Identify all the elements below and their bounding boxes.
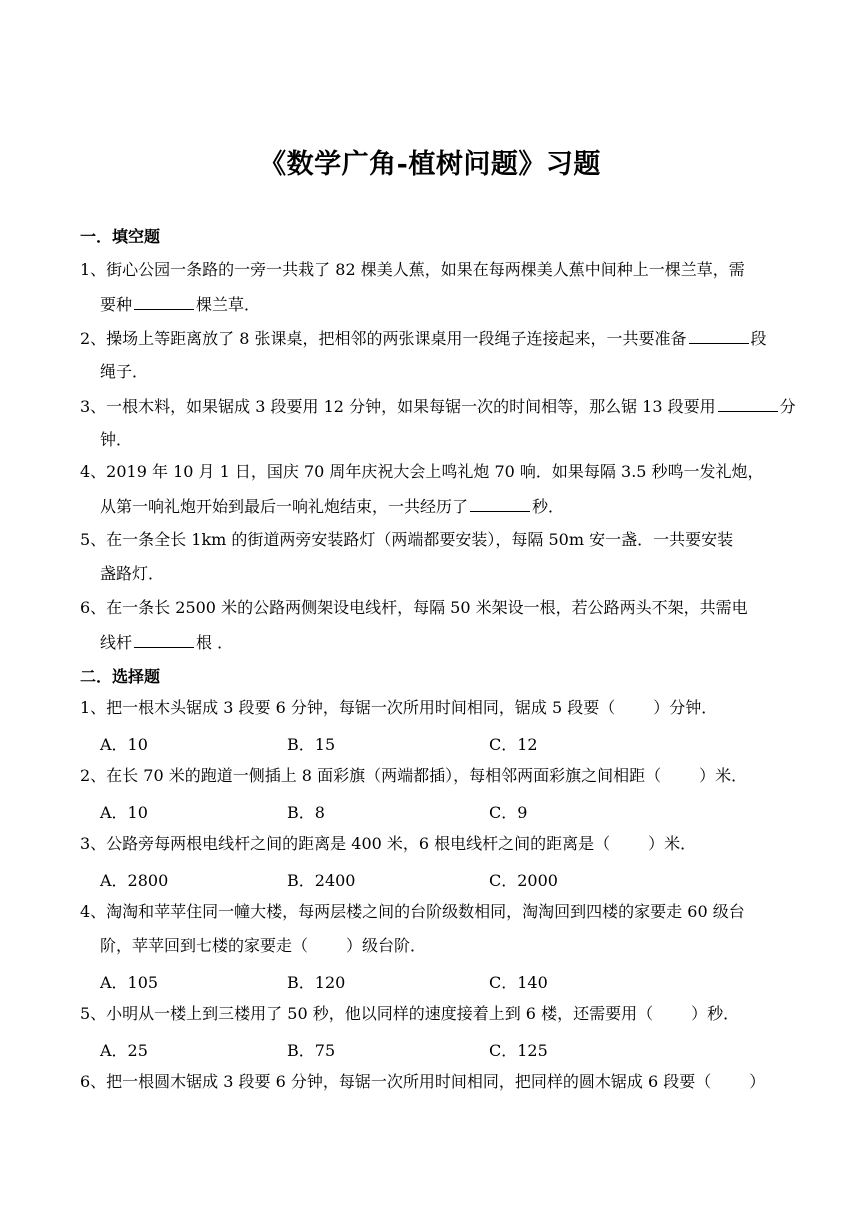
mc-q5-options [100, 1038, 700, 1058]
option-b: B．75 [287, 1041, 336, 1060]
q3-line2: 钟． [100, 430, 133, 449]
option-c: C．9 [489, 803, 528, 822]
mc-q3-line1: 3、公路旁每两根电线杆之间的距离是 400 米，6 根电线杆之间的距离是（ ）米． [80, 834, 697, 853]
mc-q1-options [100, 732, 700, 752]
option-c: C．125 [489, 1041, 548, 1060]
q6-line1: 6、在一条长 2500 米的公路两侧架设电线杆，每隔 50 米架设一根，若公路两头不架，共需电 [80, 598, 748, 617]
mc-q2-options [100, 800, 700, 820]
answer-blank [134, 632, 194, 648]
option-a: A．105 [100, 973, 159, 992]
option-b: B．2400 [287, 871, 356, 890]
q5-line2: 盏路灯． [100, 564, 165, 583]
page-title: 《数学广角-植树问题》习题 [259, 149, 601, 180]
mc-q4-line2: 阶，苹苹回到七楼的家要走（ ）级台阶． [100, 936, 427, 955]
q5-line1: 5、在一条全长 1km 的街道两旁安装路灯（两端都要安装），每隔 50m 安一盏．一共要安装 [80, 530, 734, 549]
mc-q4-options [100, 970, 700, 990]
section-heading-multiple-choice: 二．选择题 [80, 667, 161, 686]
answer-blank [134, 294, 194, 310]
section-heading-fill-blank: 一．填空题 [80, 227, 161, 246]
option-b: B．8 [287, 803, 325, 822]
mc-q5-line1: 5、小明从一楼上到三楼用了 50 秒，他以同样的速度接着上到 6 楼，还需要用（ ）秒． [80, 1004, 740, 1023]
mc-q3-options [100, 868, 700, 888]
option-a: A．25 [100, 1041, 148, 1060]
option-c: C．140 [489, 973, 548, 992]
q4-line2: 从第一响礼炮开始到最后一响礼炮结束，一共经历了 秒． [100, 497, 565, 516]
option-c: C．12 [489, 735, 538, 754]
option-a: A．2800 [100, 871, 169, 890]
answer-blank [470, 496, 530, 512]
q1-line2: 要种 棵兰草． [100, 295, 261, 314]
q3-line1: 3、一根木料，如果锯成 3 段要用 12 分钟，如果每锯一次的时间相等，那么锯 13 段要用 分 [80, 397, 796, 416]
mc-q1-line1: 1、把一根木头锯成 3 段要 6 分钟，每锯一次所用时间相同，锯成 5 段要（ ）分钟． [80, 698, 718, 717]
q2-line1: 2、操场上等距离放了 8 张课桌，把相邻的两张课桌用一段绳子连接起来，一共要准备 段 [80, 329, 767, 348]
q6-line2: 线杆 根 ． [100, 633, 234, 652]
option-b: B．120 [287, 973, 346, 992]
q1-line1: 1、街心公园一条路的一旁一共栽了 82 棵美人蕉，如果在每两棵美人蕉中间种上一棵兰草，需 [80, 260, 745, 279]
q2-line2: 绳子． [100, 362, 149, 381]
option-a: A．10 [100, 803, 148, 822]
answer-blank [689, 328, 749, 344]
answer-blank [718, 396, 778, 412]
option-b: B．15 [287, 735, 336, 754]
option-c: C．2000 [489, 871, 558, 890]
mc-q4-line1: 4、淘淘和苹苹住同一幢大楼，每两层楼之间的台阶级数相同，淘淘回到四楼的家要走 60 级台 [80, 902, 745, 921]
mc-q2-line1: 2、在长 70 米的跑道一侧插上 8 面彩旗（两端都插），每相邻两面彩旗之间相距（ ）米． [80, 766, 748, 785]
option-a: A．10 [100, 735, 148, 754]
mc-q6-line1: 6、把一根圆木锯成 3 段要 6 分钟，每锯一次所用时间相同，把同样的圆木锯成 6 段要（ ） [80, 1072, 766, 1091]
q4-line1: 4、2019 年 10 月 1 日，国庆 70 周年庆祝大会上鸣礼炮 70 响．如果每隔 3.5 秒鸣一发礼炮， [80, 462, 764, 481]
